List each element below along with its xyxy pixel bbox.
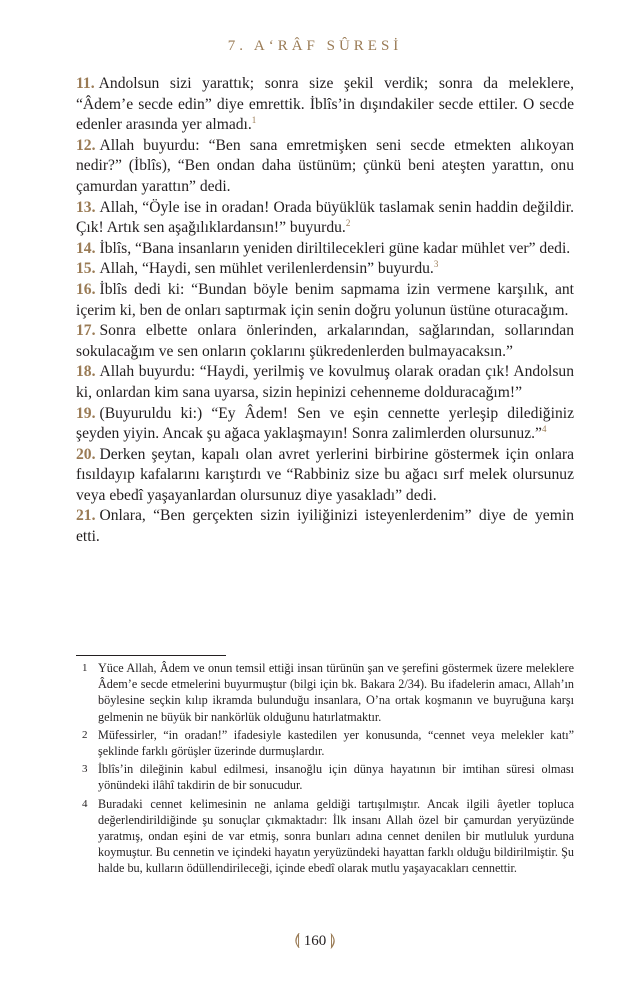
verse xyxy=(76,404,574,445)
verse xyxy=(76,280,574,321)
verse xyxy=(76,445,574,507)
ornament-left-icon: ⟬ xyxy=(294,932,300,949)
verse-number: 13. xyxy=(76,198,96,216)
verse-number: 16. xyxy=(76,280,96,298)
footnote-list xyxy=(76,660,574,879)
verse-number: 20. xyxy=(76,445,96,463)
ornament-right-icon: ⟭ xyxy=(330,932,336,949)
verse-number: 12. xyxy=(76,136,96,154)
verse-text: Allah buyurdu: “Ben sana emretmişken seni secde etmekten alıkoyan nedir?” (İblîs), “Ben ondan daha üstünüm; çünkü beni ateşten yarattın, onu çamurdan yarattın” dedi. xyxy=(76,136,574,195)
verse xyxy=(76,198,574,239)
verse-text: Andolsun sizi yarattık; sonra size şekil verdik; sonra da meleklere, “Âdem’e secde edin” diye emrettik. İblîs’in dışındakiler secde ettiler. O secde edenler arasında yer almadı. xyxy=(76,75,574,134)
footnote-ref[interactable]: 3 xyxy=(433,259,439,270)
verse-list xyxy=(76,74,574,548)
running-header: 7. A‘RÂF SÛRESİ xyxy=(227,38,403,54)
footnote-divider xyxy=(76,655,226,656)
verse xyxy=(76,259,574,280)
verse xyxy=(76,74,574,136)
verse xyxy=(76,506,574,547)
verse xyxy=(76,136,574,198)
footnote-text: Müfessirler, “in oradan!” ifadesiyle kastedilen yer konusunda, “cennet veya melekler katı” şeklinde farklı görüşler üzerinde durmuşlardır. xyxy=(98,727,574,759)
footnote xyxy=(76,761,574,793)
verse-number: 17. xyxy=(76,322,96,340)
verse-text: Onlara, “Ben gerçekten sizin iyiliğinizi isteyenlerdenim” diye de yemin etti. xyxy=(76,507,574,546)
verse-number: 21. xyxy=(76,507,96,525)
verse-text: Allah buyurdu: “Haydi, yerilmiş ve kovulmuş olarak oradan çık! Andolsun ki, onlardan kim sana uyarsa, sizin hepinizi cehenneme dolduracağım!” xyxy=(76,363,574,401)
footnote-text: İblîs’in dileğinin kabul edilmesi, insanoğlu için dünya hayatının bir imtihan süresi olması yönündeki ilâhî takdirin de bir sonucudur. xyxy=(98,762,574,793)
verse xyxy=(76,239,574,260)
page-number: 160 xyxy=(303,933,327,949)
footnote-text: Buradaki cennet kelimesinin ne anlama geldiği tartışılmıştır. Ancak ilgili âyetler topluca değerlendirildiğinde şu sonuçlar çıkmaktadır: İlk insanı Allah özel bir çamurdan yeryüzünde yaratmış, ondan eşini de var etmiş, sonra bunları adına cennet denilen bir mutluluk yurduna koymuştur. Bu cennetin ve içindeki hayatın yeryüzündeki hayattan farklı olduğu bildirilmiştir. Şu halde bu, kulların ödüllendirileceği, içinde ebedî olarak mutlu yaşayacakları cennettir. xyxy=(98,796,574,876)
verse-number: 18. xyxy=(76,363,96,381)
verse-number: 14. xyxy=(76,239,96,257)
footnote-ref[interactable]: 2 xyxy=(345,217,351,228)
footnote-number: 4 xyxy=(82,797,88,810)
footnote-text: Yüce Allah, Âdem ve onun temsil ettiği insan türünün şan ve şerefini göstermek üzere meleklere Âdem’e secde etmelerini buyurmuştur (bilgi için bk. Bakara 2/34). Bu ifadelerin amacı, Allah’ın böylesine seçkin kılıp ikramda bulunduğu insanlara, O’na ortak koşmanın ve buyruğuna karşı gelmenin ne büyük bir nankörlük olduğunu hatırlatmaktır. xyxy=(98,661,574,724)
footnote xyxy=(76,660,574,725)
footnote xyxy=(76,727,574,759)
verse-text: İblîs, “Bana insanların yeniden diriltilecekleri güne kadar mühlet ver” dedi. xyxy=(99,239,571,257)
verse-text: Sonra elbette onlara önlerinden, arkalarından, sağlarından, sollarından sokulacağım ve sen onların çoklarını şükredenlerden bulmayacaksın.” xyxy=(76,322,574,360)
page-footer xyxy=(0,932,630,950)
verse-number: 15. xyxy=(76,260,96,278)
footnote xyxy=(76,796,574,877)
verse-text: İblîs dedi ki: “Bundan böyle benim sapmama izin vermene karşılık, ant içerim ki, ben de onları saptırmak için senin doğru yolunun üstüne oturacağım. xyxy=(76,280,574,319)
footnote-number: 3 xyxy=(82,763,88,776)
verse-number: 19. xyxy=(76,404,96,422)
verse-text: (Buyuruldu ki:) “Ey Âdem! Sen ve eşin cennette yerleşip dilediğiniz şeyden yiyin. Ancak şu ağaca yaklaşmayın! Sonra zalimlerden olursunuz.” xyxy=(76,404,574,443)
verse-text: Allah, “Öyle ise in oradan! Orada büyüklük taslamak senin haddin değildir. Çık! Artık sen aşağılıklardansın!” buyurdu. xyxy=(76,198,574,237)
footnote-number: 2 xyxy=(82,728,88,741)
footnote-ref[interactable]: 4 xyxy=(541,423,547,434)
verse-text: Derken şeytan, kapalı olan avret yerlerini birbirine göstermek için onlara fısıldayıp kafalarını karıştırdı ve “Rabbiniz size bu ağacı sırf melek olursunuz veya ebedî yaşayanlardan olursunuz diye yasakladı” dedi. xyxy=(76,445,574,504)
verse-text: Allah, “Haydi, sen mühlet verilenlerdensin” buyurdu. xyxy=(99,260,434,278)
footnote-number: 1 xyxy=(82,662,88,674)
verse xyxy=(76,362,574,403)
footnote-ref[interactable]: 1 xyxy=(251,115,257,125)
verse xyxy=(76,321,574,362)
verse-number: 11. xyxy=(76,75,95,92)
